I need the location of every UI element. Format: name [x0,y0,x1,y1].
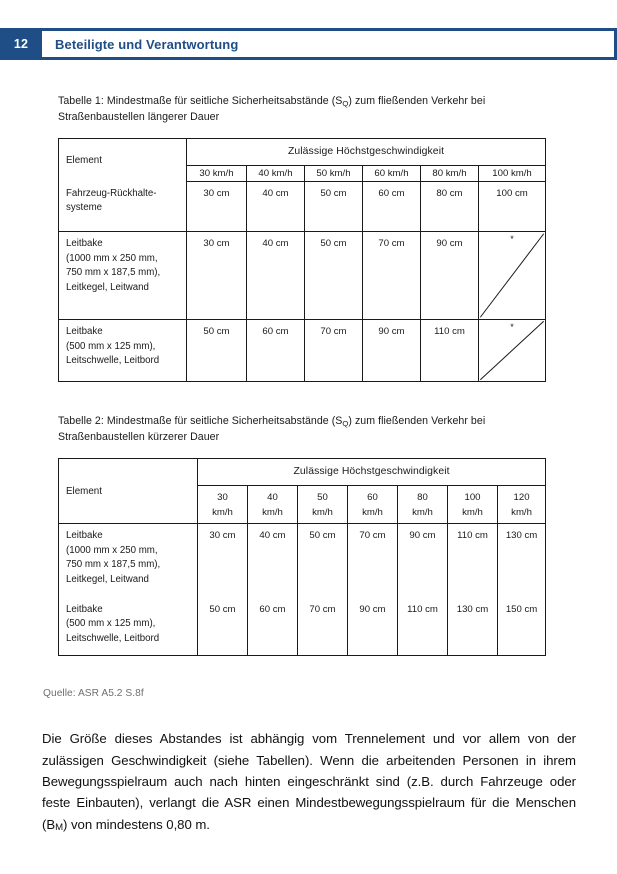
table1-row1-value-0: 30 cm [187,232,247,320]
table2-speed-header-5 [448,486,498,524]
table1-speed-header-5: 100 km/h [479,166,546,182]
table1-speed-header-0: 30 km/h [187,166,247,182]
table2-row1-value-2: 70 cm [298,598,348,656]
table1-speed-header-4: 80 km/h [421,166,479,182]
table2-row0-element-line-3: Leitkegel, Leitwand [66,573,149,585]
table2-speed-value-1: 40 [267,491,278,503]
table2-caption [58,414,550,445]
table2-row0-element [59,524,198,598]
table1-group-header-label: Zulässige Höchstgeschwindigkeit [287,146,445,157]
table2-row0-value-2: 50 cm [298,524,348,598]
table1-row1-value-1: 40 cm [247,232,305,320]
table2-row0-value-6: 130 cm [498,524,546,598]
table2-speed-value-5: 100 [464,491,481,503]
table1-row0-element [59,182,187,232]
table1-row2-value-2: 70 cm [305,320,363,382]
source-citation: Quelle: ASR A5.2 S.8f [43,688,144,699]
table1-row2-value-4: 110 cm [421,320,479,382]
body-paragraph-subscript: M [55,821,64,833]
table1-row1-not-applicable [479,232,546,320]
table2-row0-value-4: 90 cm [398,524,448,598]
table2-element-header-label: Element [66,485,102,497]
table1-row0-value-3: 60 cm [363,182,421,232]
table-minimum-distances-long-duration [58,138,546,382]
table-row-group-header [59,459,546,486]
table2-speed-header-4 [398,486,448,524]
table1-speed-header-2: 50 km/h [305,166,363,182]
table1-row2-value-0: 50 cm [187,320,247,382]
table1-row1-value-2: 50 cm [305,232,363,320]
table1-row1-element-line-0: Leitbake [66,238,103,249]
table2-row1-element-line-1: (500 mm x 125 mm), [66,618,156,630]
table1-caption-subscript: Q [342,99,349,108]
table2-row0-element-line-1: (1000 mm x 250 mm, [66,544,158,556]
table1-speed-header-3: 60 km/h [363,166,421,182]
table1-row2-value-1: 60 cm [247,320,305,382]
table2-group-header [198,459,546,486]
table1-group-header [187,139,546,166]
table2-speed-unit-6: km/h [511,506,532,518]
table1-row2-element-line-1: (500 mm x 125 mm), [66,340,156,352]
table2-row1-value-6: 150 cm [498,598,546,656]
body-paragraph-part2: ) von mindestens 0,80 m. [63,816,210,832]
table1-row1-element-line-2: 750 mm x 187,5 mm), [66,267,161,279]
table2-row1-element-line-0: Leitbake [66,603,103,615]
table2-speed-unit-4: km/h [412,506,433,518]
table2-caption-prefix: Tabelle 2: Mindestmaße für seitliche Sicherheitsabstände (S [58,415,343,427]
table1-row1-element-line-1: (1000 mm x 250 mm, [66,252,158,264]
table1-row0-element-line-0: Fahrzeug-Rückhalte- [66,187,157,199]
table2-speed-value-0: 30 [217,491,228,503]
table2-row0-value-1: 40 cm [248,524,298,598]
table2-speed-header-0 [198,486,248,524]
diagonal-strikethrough-icon [479,320,545,381]
page-header [0,28,617,60]
header-title-container [42,31,614,57]
body-paragraph [42,728,576,837]
table2-speed-header-6 [498,486,546,524]
table-row [59,598,546,656]
table2-element-header [59,459,198,524]
table2-row0-element-line-2: 750 mm x 187,5 mm), [66,559,161,571]
table2-row1-value-5: 130 cm [448,598,498,656]
table-row [59,524,546,598]
table1-row0-value-5: 100 cm [479,182,546,232]
table2-speed-unit-0: km/h [212,506,233,518]
table1-row0-value-2: 50 cm [305,182,363,232]
table-row [59,320,546,382]
table2-row0-element-line-0: Leitbake [66,530,103,541]
diagonal-strikethrough-icon [479,232,545,319]
table1-row1-value-4: 90 cm [421,232,479,320]
table1-row0-value-1: 40 cm [247,182,305,232]
table2-row1-value-3: 90 cm [348,598,398,656]
page-number-label: 12 [13,37,29,51]
table2-row0-value-3: 70 cm [348,524,398,598]
table-row-group-header [59,139,546,166]
table1-row0-element-line-1: systeme [66,202,103,214]
table1-speed-header-1: 40 km/h [247,166,305,182]
page-number [0,28,42,60]
table1-row2-not-applicable [479,320,546,382]
table2-speed-value-4: 80 [417,491,428,503]
table1-row2-element [59,320,187,382]
table2-row1-value-4: 110 cm [398,598,448,656]
body-paragraph-part1: Die Größe dieses Abstandes ist abhängig vom Trennelement und vor allem von der zulässigen Geschwindigkeit (siehe Tabellen). Wenn die arbeitenden Personen in ihrem Bewegungsspielraum auch nach hinten eingeschränkt sind (z.B. durch Fahrzeuge oder feste Einbauten), verlangt die ASR einen Mindestbewegungsspielraum für die Menschen (B [42,731,576,832]
table1-caption [58,94,550,125]
table-row [59,182,546,232]
table1-element-header-label: Element [66,154,102,166]
table2-speed-unit-2: km/h [312,506,333,518]
table1-row2-value-3: 90 cm [363,320,421,382]
table1-caption-prefix: Tabelle 1: Mindestmaße für seitliche Sicherheitsabstände (S [58,95,343,107]
table2-row0-value-0: 30 cm [198,524,248,598]
table1-row1-value-3: 70 cm [363,232,421,320]
table2-speed-value-6: 120 [513,491,530,503]
table-row [59,232,546,320]
table2-speed-value-2: 50 [317,491,328,503]
table-minimum-distances-short-duration [58,458,546,656]
table1-row0-value-0: 30 cm [187,182,247,232]
table2-row1-value-1: 60 cm [248,598,298,656]
table2-row0-value-5: 110 cm [448,524,498,598]
table2-speed-unit-3: km/h [362,506,383,518]
table1-row1-footnote-marker: * [510,234,514,244]
table2-caption-suffix: ) zum fließenden Verkehr bei Straßenbaustellen kürzerer Dauer [58,415,486,443]
table1-row1-element-line-3: Leitkegel, Leitwand [66,281,149,293]
table2-speed-header-3 [348,486,398,524]
table2-speed-unit-1: km/h [262,506,283,518]
table2-speed-value-3: 60 [367,491,378,503]
table1-row2-element-line-0: Leitbake [66,326,103,337]
table2-row1-value-0: 50 cm [198,598,248,656]
table1-row0-value-4: 80 cm [421,182,479,232]
table1-element-header [59,139,187,182]
table2-speed-header-2 [298,486,348,524]
table2-row1-element-line-2: Leitschwelle, Leitbord [66,632,160,644]
table1-row1-element [59,232,187,320]
page-title: Beteiligte und Verantwortung [55,36,239,52]
table1-row2-footnote-marker: * [510,322,514,332]
table2-speed-unit-5: km/h [462,506,483,518]
table2-group-header-label: Zulässige Höchstgeschwindigkeit [293,466,450,477]
table1-row2-element-line-2: Leitschwelle, Leitbord [66,355,160,367]
table2-caption-subscript: Q [342,419,349,428]
table2-row1-element [59,598,198,656]
table2-speed-header-1 [248,486,298,524]
table1-caption-suffix: ) zum fließenden Verkehr bei Straßenbaustellen längerer Dauer [58,95,486,123]
